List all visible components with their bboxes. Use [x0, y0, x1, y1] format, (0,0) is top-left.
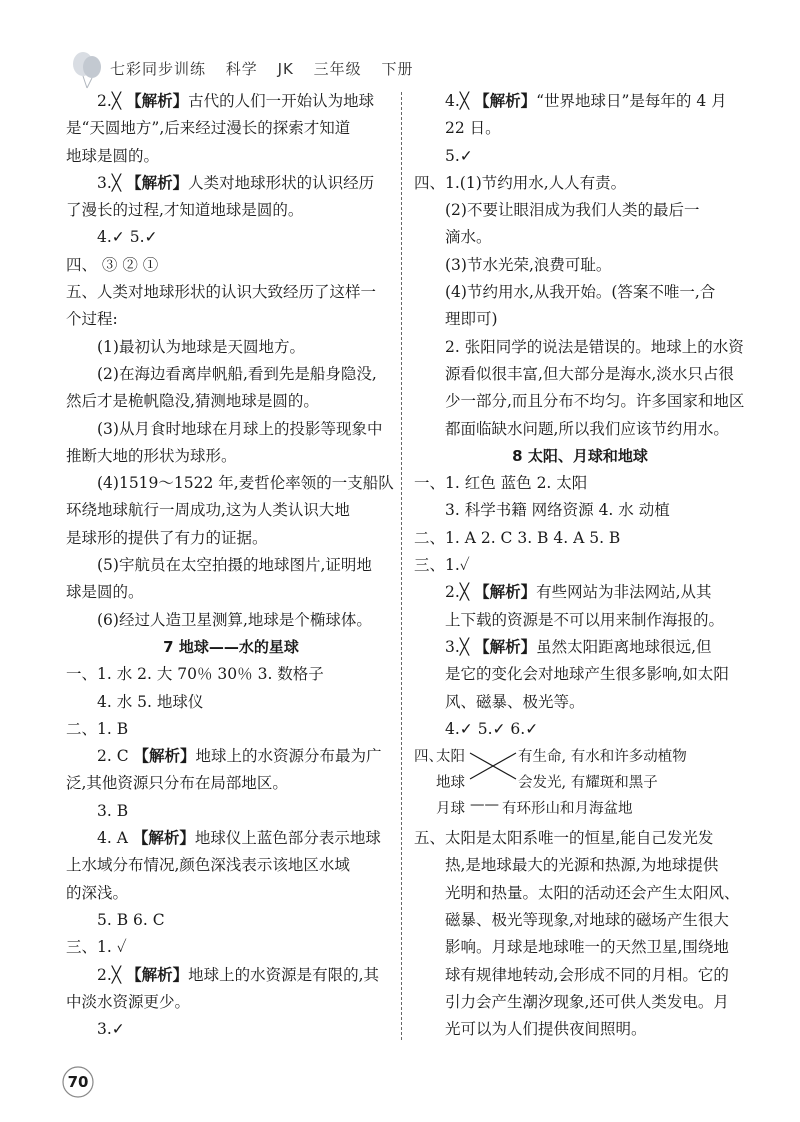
answer-line: 源看似很丰富,但大部分是海水,淡水只占很 [445, 364, 734, 383]
match-left-moon: 月球 [436, 801, 465, 818]
matching-prefix: 四、 [414, 749, 443, 766]
answer-line: 3.✓ [97, 1020, 125, 1039]
answer-line: 二、1. A 2. C 3. B 4. A 5. B [414, 528, 621, 547]
answer-line: 是球形的提供了有力的证据。 [66, 528, 268, 547]
right-column [414, 88, 746, 1044]
page-number-badge [62, 1066, 94, 1098]
answer-line: 四、1.(1)节约用水,人人有责。 [414, 173, 627, 192]
answer-line: (2)在海边看离岸帆船,看到先是船身隐没, [97, 364, 377, 383]
answer-line: 上下载的资源是不可以用来制作海报的。 [445, 610, 725, 629]
left-column [66, 88, 396, 1043]
analysis-tag: 【解析】 [474, 92, 537, 110]
answer-line: 影响。月球是地球唯一的天然卫星,围绕地 [445, 938, 729, 957]
answer-line: 推断大地的形状为球形。 [66, 446, 237, 465]
answer-line: 地球是圆的。 [66, 146, 160, 165]
analysis-tag: 【解析】 [132, 829, 195, 848]
analysis-tag: 【解析】 [126, 173, 189, 192]
answer-line: (5)宇航员在太空拍摄的地球图片,证明地 [97, 556, 372, 575]
answer-line: 三、1.✓ [414, 556, 470, 575]
edition-label: JK [277, 60, 294, 78]
answer-line: 5.✓ [445, 146, 473, 165]
answer-line: 泛,其他资源只分布在局部地区。 [66, 774, 288, 793]
analysis-tag: 【解析】 [133, 747, 196, 766]
answer-line: 磁暴、极光等现象,对地球的磁场产生很大 [445, 911, 729, 930]
answer-line: 都面临缺水问题,所以我们应该节约用水。 [445, 419, 729, 438]
answer-line: 22 日。 [445, 119, 501, 138]
answer-line: 中淡水资源更少。 [66, 992, 191, 1011]
match-cross-lines [468, 749, 518, 785]
answer-line: 然后才是桅帆隐没,猜测地球是圆的。 [66, 392, 319, 411]
answer-line: 光可以为人们提供夜间照明。 [445, 1020, 647, 1039]
answer-line: 了漫长的过程,才知道地球是圆的。 [66, 201, 304, 220]
answer-line: (3)节水光荣,浪费可耻。 [445, 255, 612, 274]
answer-line: 3.╳ 【解析】人类对地球形状的认识经历 [97, 173, 375, 192]
answer-line: 2. 张阳同学的说法是错误的。地球上的水资 [445, 337, 744, 356]
answer-line: 风、磁暴、极光等。 [445, 692, 585, 711]
answer-line: 滴水。 [445, 228, 492, 247]
answer-line: 2.╳ 【解析】地球上的水资源是有限的,其 [97, 965, 380, 984]
answer-line: (2)不要让眼泪成为我们人类的最后一 [445, 201, 700, 220]
match-right-craters: 有环形山和月海盆地 [502, 801, 633, 818]
answer-line: 5. B 6. C [97, 910, 165, 929]
answer-line: 球有规律地转动,会形成不同的月相。它的 [445, 965, 729, 984]
answer-line: 一、1. 水 2. 大 70％ 30％ 3. 数格子 [66, 665, 324, 684]
page-header [70, 50, 770, 90]
section-heading: 8 太阳、月球和地球 [512, 446, 648, 465]
answer-line: 4.✓ 5.✓ [97, 228, 158, 247]
answer-line: 环绕地球航行一周成功,这为人类认识大地 [66, 501, 350, 520]
answer-line: 2.╳ 【解析】有些网站为非法网站,从其 [445, 583, 712, 602]
answer-line: 是“天圆地方”,后来经过漫长的探索才知道 [66, 119, 351, 138]
answer-line: (1)最初认为地球是天圆地方。 [97, 337, 305, 356]
answer-line: 二、1. B [66, 719, 129, 738]
match-right-life: 有生命, 有水和许多动植物 [518, 749, 687, 766]
match-left-sun: 太阳 [436, 749, 465, 766]
answer-line: 理即可) [445, 310, 498, 329]
answer-line: 4. A 【解析】地球仪上蓝色部分表示地球 [97, 829, 381, 848]
answer-line: (4)1519～1522 年,麦哲伦率领的一支船队 [97, 474, 394, 493]
analysis-tag: 【解析】 [126, 965, 189, 984]
answer-line: 个过程: [66, 310, 118, 329]
answer-line: 3.╳ 【解析】虽然太阳距离地球很远,但 [445, 637, 712, 656]
answer-line: 2.╳ 【解析】古代的人们一开始认为地球 [97, 92, 375, 110]
right-column-top [414, 88, 746, 743]
answer-line: (6)经过人造卫星测算,地球是个椭球体。 [97, 610, 372, 629]
answer-line: 2. C 【解析】地球上的水资源分布最为广 [97, 747, 382, 766]
answer-line: 光明和热量。太阳的活动还会产生太阳风、 [445, 883, 740, 902]
balloon-logo-icon [70, 50, 104, 90]
answer-line: 的深浅。 [66, 883, 129, 902]
answer-line: 少一部分,而且分布不均匀。许多国家和地区 [445, 392, 745, 411]
grade-label: 三年级 [313, 60, 362, 78]
answer-line: 4.╳ 【解析】“世界地球日”是每年的 4 月 [445, 92, 727, 110]
answer-line: 3. B [97, 801, 129, 820]
answer-line: 五、人类对地球形状的认识大致经历了这样一 [66, 283, 377, 302]
match-right-light: 会发光, 有耀斑和黑子 [518, 775, 658, 792]
subject-label: 科学 [225, 60, 258, 78]
section-heading: 7 地球——水的星球 [163, 637, 299, 656]
page-number: 70 [67, 1073, 89, 1091]
match-left-earth: 地球 [436, 775, 465, 792]
analysis-tag: 【解析】 [474, 583, 537, 602]
answer-line: 引力会产生潮汐现象,还可供人类发电。月 [445, 992, 729, 1011]
answer-line: 4. 水 5. 地球仪 [97, 692, 204, 711]
answer-line: 球是圆的。 [66, 583, 144, 602]
answer-line: 五、太阳是太阳系唯一的恒星,能自己发光发 [414, 829, 714, 848]
answer-line: 一、1. 红色 蓝色 2. 太阳 [414, 474, 588, 493]
matching-diagram [414, 743, 746, 825]
analysis-tag: 【解析】 [474, 637, 537, 656]
answer-line: 3. 科学书籍 网络资源 4. 水 动植 [445, 501, 670, 520]
answer-line: 4.✓ 5.✓ 6.✓ [445, 719, 539, 738]
volume-label: 下册 [381, 60, 414, 78]
analysis-tag: 【解析】 [126, 92, 189, 110]
answer-line: 是它的变化会对地球产生很多影响,如太阳 [445, 665, 729, 684]
answer-line: (3)从月食时地球在月球上的投影等现象中 [97, 419, 383, 438]
column-divider [401, 92, 402, 1040]
answer-line: (4)节约用水,从我开始。(答案不唯一,合 [445, 283, 716, 302]
series-title: 七彩同步训练 [110, 60, 207, 78]
match-straight-link: —— [470, 797, 499, 814]
answer-line: 三、1. ✓ [66, 938, 127, 957]
answer-line: 上水域分布情况,颜色深浅表示该地区水域 [66, 856, 350, 875]
answer-line: 四、 ③ ② ① [66, 255, 159, 274]
right-column-bottom [414, 825, 746, 1043]
answer-line: 热,是地球最大的光源和热源,为地球提供 [445, 856, 719, 875]
